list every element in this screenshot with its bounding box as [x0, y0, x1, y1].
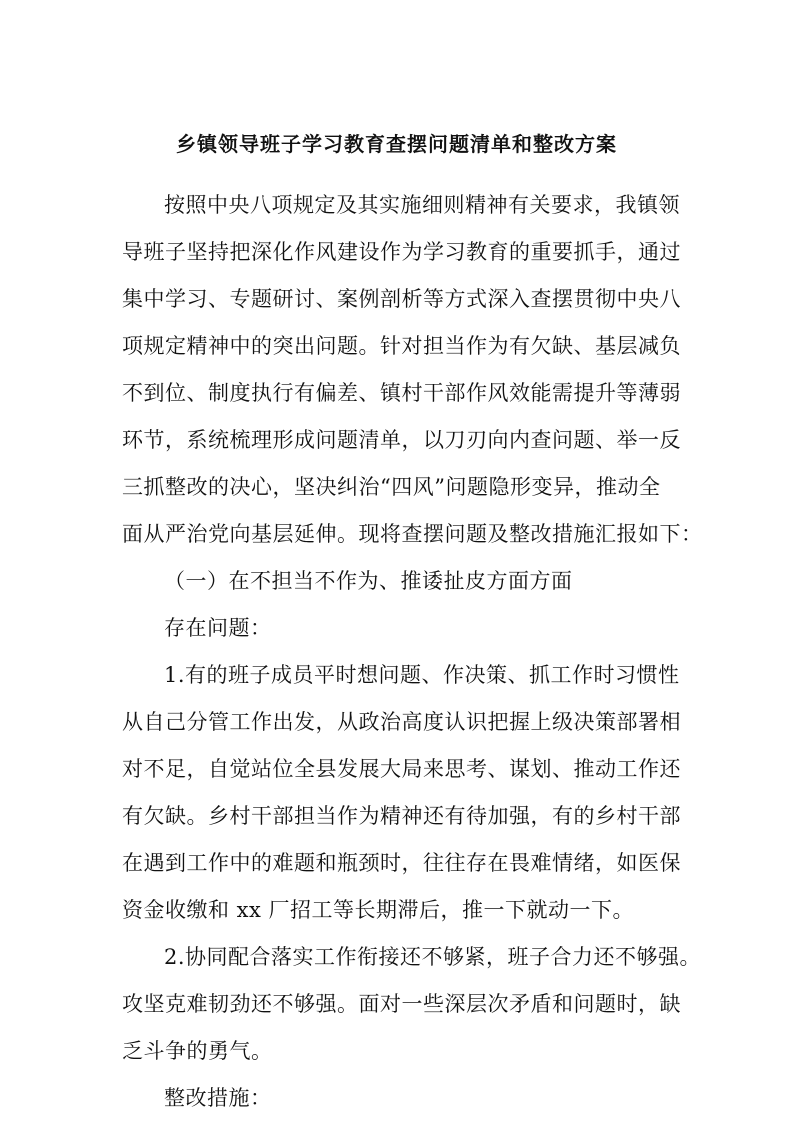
intro-line: 项规定精神中的突出问题。针对担当作为有欠缺、基层减负: [122, 334, 681, 358]
problem-1-line: 有欠缺。乡村干部担当作为精神还有待加强，有的乡村干部: [122, 804, 681, 828]
intro-line: 环节，系统梳理形成问题清单，以刀刃向内查问题、举一反: [122, 428, 681, 452]
problem-1-line: 从自己分管工作出发，从政治高度认识把握上级决策部署相: [122, 710, 681, 734]
problem-1-line: 对不足，自觉站位全县发展大局来思考、谋划、推动工作还: [122, 757, 681, 781]
document-title: 乡镇领导班子学习教育查摆问题清单和整改方案: [176, 132, 617, 156]
intro-line: 三抓整改的决心，坚决纠治“四风”问题隐形变异，推动全: [122, 475, 661, 499]
problem-2-line: 2.协同配合落实工作衔接还不够紧，班子合力还不够强。: [164, 945, 702, 969]
problem-1-line: 资金收缴和 xx 厂招工等长期滞后，推一下就动一下。: [122, 898, 635, 922]
intro-line: 导班子坚持把深化作风建设作为学习教育的重要抓手，通过: [122, 240, 681, 264]
measures-label: 整改措施：: [164, 1086, 272, 1110]
intro-line: 按照中央八项规定及其实施细则精神有关要求，我镇领: [164, 193, 680, 217]
intro-line: 不到位、制度执行有偏差、镇村干部作风效能需提升等薄弱: [122, 381, 681, 405]
intro-line: 集中学习、专题研讨、案例剖析等方式深入查摆贯彻中央八: [122, 287, 681, 311]
problem-1-line: 在遇到工作中的难题和瓶颈时，往往存在畏难情绪，如医保: [122, 851, 681, 875]
section-heading: （一）在不担当不作为、推诿扯皮方面方面: [164, 569, 573, 593]
problem-2-line: 攻坚克难韧劲还不够强。面对一些深层次矛盾和问题时，缺: [122, 992, 681, 1016]
problem-2-line: 乏斗争的勇气。: [122, 1039, 273, 1063]
problem-1-line: 1.有的班子成员平时想问题、作决策、抓工作时习惯性: [164, 663, 680, 687]
intro-line: 面从严治党向基层延伸。现将查摆问题及整改措施汇报如下：: [122, 522, 703, 546]
problems-label: 存在问题：: [164, 616, 272, 640]
